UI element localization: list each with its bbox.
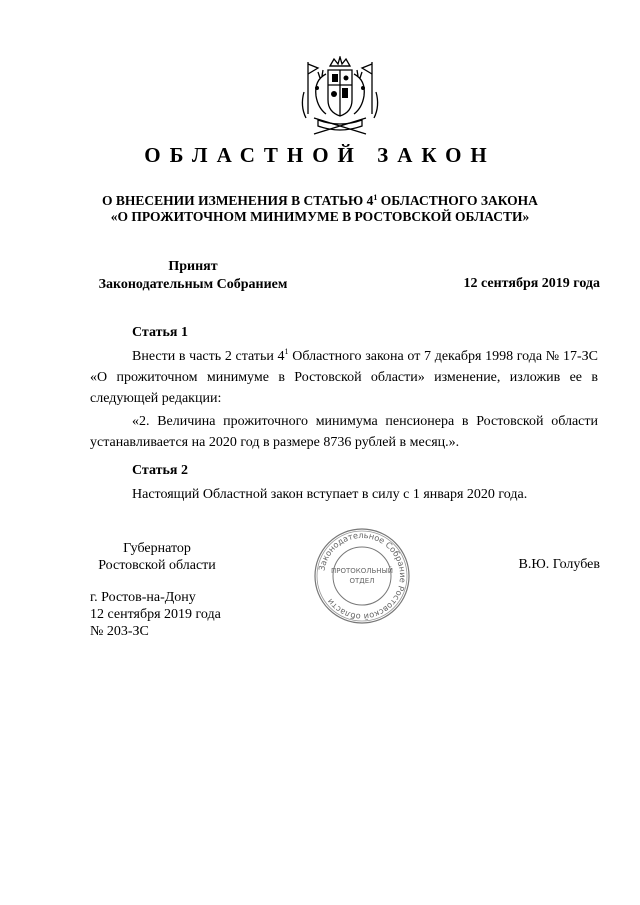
issue-number: № 203-ЗС [90,624,149,639]
governor-name: В.Ю. Голубев [518,557,600,572]
adoption-info: Принят Законодательным Собранием [98,259,288,292]
adoption-date: 12 сентября 2019 года [463,276,600,291]
issue-details [90,589,221,640]
article-2-paragraph-1: Настоящий Областной закон вступает в силу с 1 января 2020 года. [132,487,528,502]
document-subtitle [0,193,640,225]
official-stamp [312,526,412,626]
article-1-paragraph-1: Внести в часть 2 статьи $4^1$ Областного закона от 7 декабря 1998 года № 17-ЗС «О прожиточном минимуме в Ростовской области» изменение, изложив ее в следующей редакции: [90,347,598,406]
article-1-title: Статья 1 [132,325,188,340]
coat-of-arms-emblem [296,56,384,142]
article-1-paragraph-2: «2. Величина прожиточного минимума пенсионера в Ростовской области устанавливается на 2020 год в размере 8736 рублей в месяц.». [90,414,598,450]
issue-place: г. Ростов-на-Дону [90,590,196,605]
subtitle-line-2: «О ПРОЖИТОЧНОМ МИНИМУМЕ В РОСТОВСКОЙ ОБЛАСТИ» [110,209,530,224]
subtitle-line-1: О ВНЕСЕНИИ ИЗМЕНЕНИЯ В СТАТЬЮ $4^1$ ОБЛАСТНОГО ЗАКОНА [102,193,538,208]
stamp-ring-text: Законодательное Собрание Ростовской области [316,529,409,623]
stamp-center-line-1: ПРОТОКОЛЬНЫЙ [330,567,394,575]
governor-position: Губернатор Ростовской области [98,541,216,573]
article-2-title: Статья 2 [132,463,188,478]
document-title: ОБЛАСТНОЙ ЗАКОН [144,143,496,167]
issue-date: 12 сентября 2019 года [90,607,221,622]
stamp-center-line-2: ОТДЕЛ [349,577,375,585]
